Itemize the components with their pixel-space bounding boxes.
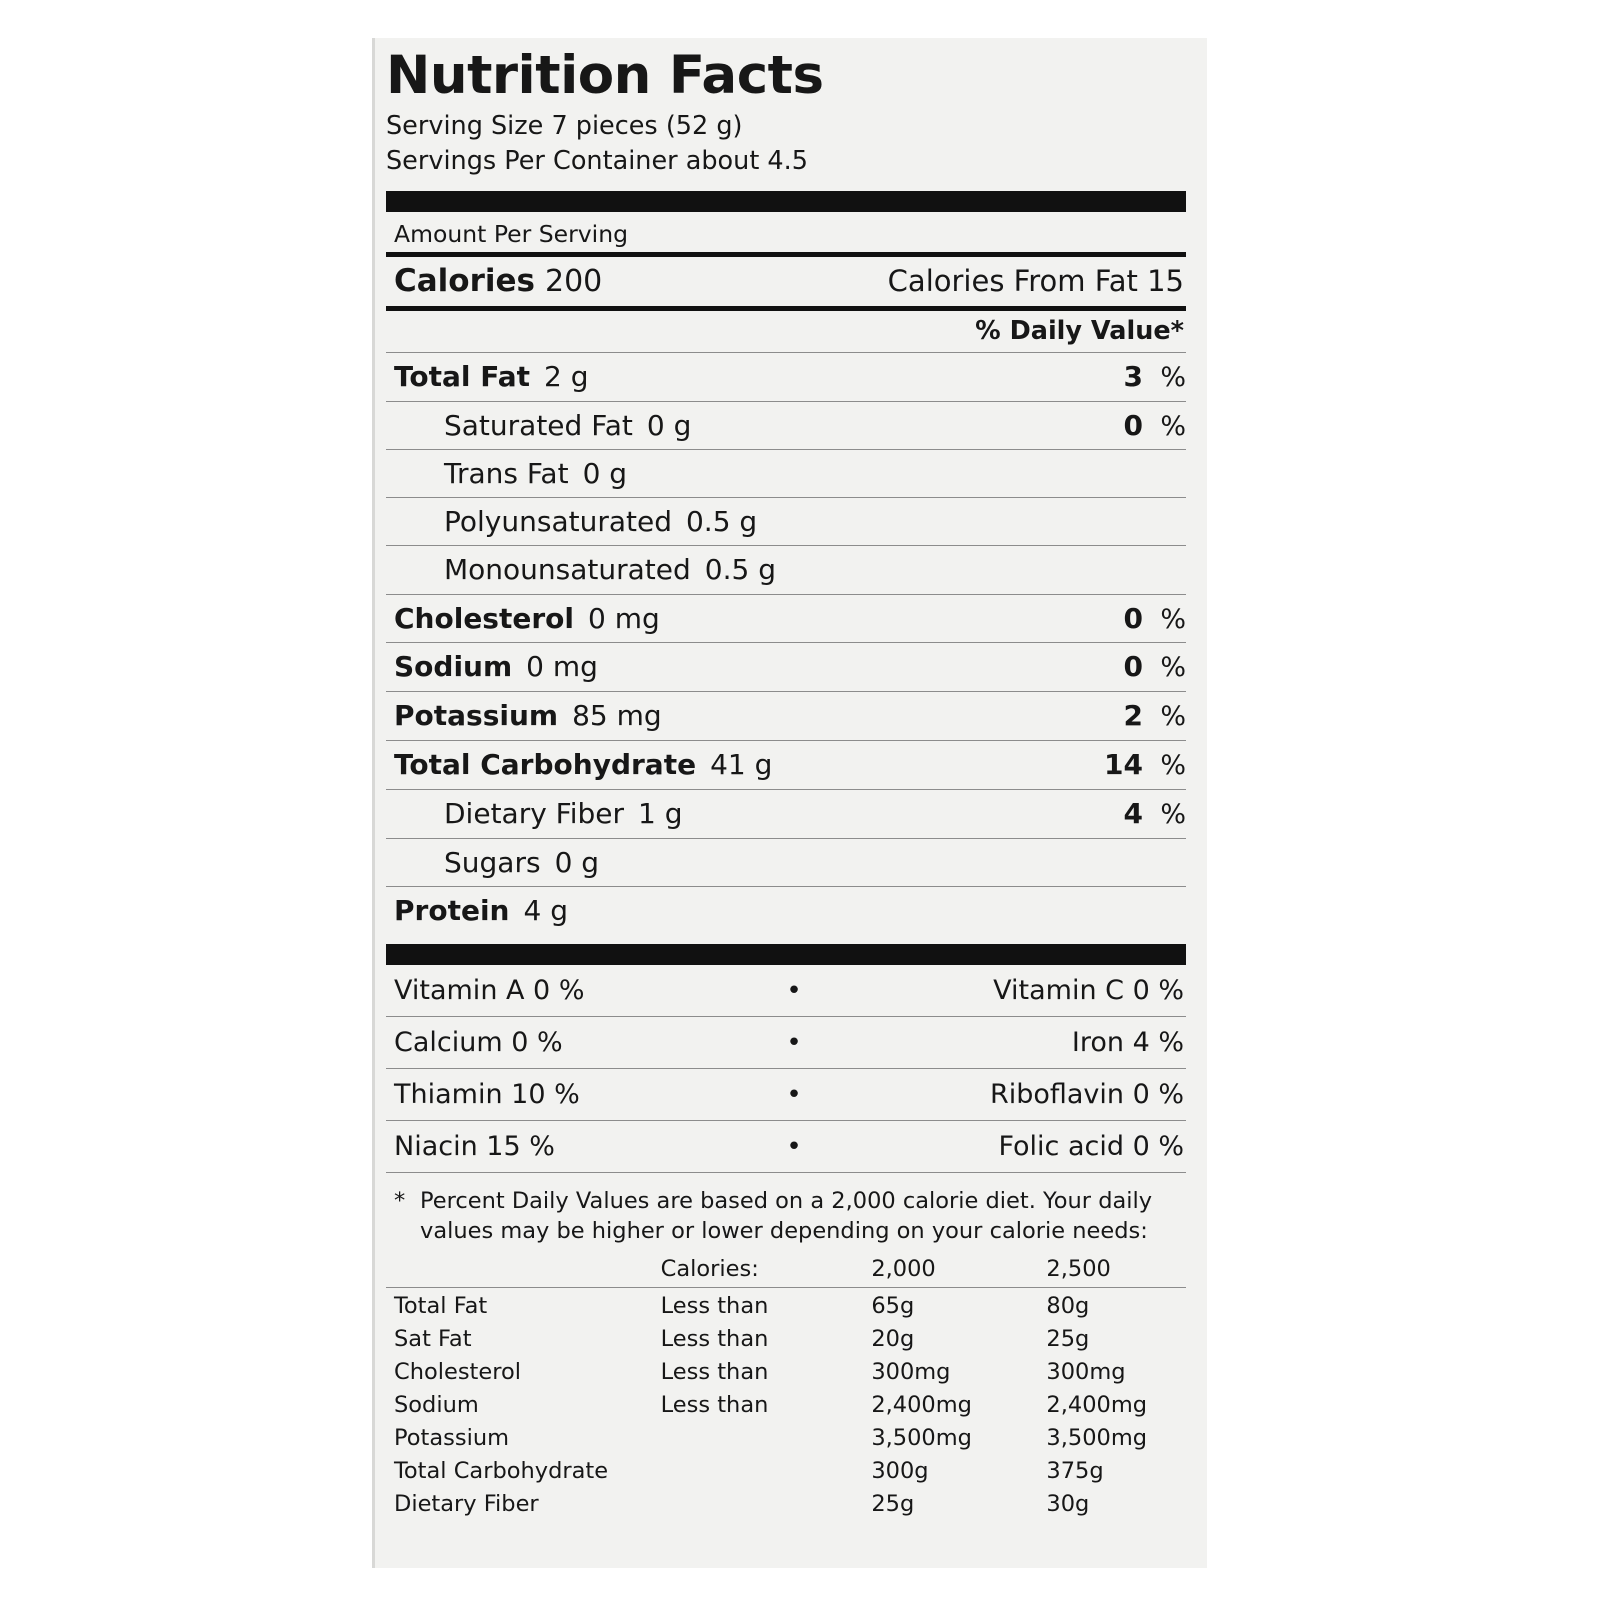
page-title: Nutrition Facts	[386, 45, 824, 106]
nutrient-row-sugars	[386, 839, 1186, 886]
cell-name	[386, 1253, 661, 1288]
cell-2000: 2,400mg	[871, 1392, 972, 1419]
nutrient-row-polyunsaturated	[386, 498, 1186, 545]
cell-less	[661, 1422, 872, 1455]
nutrient-pct: %	[1160, 798, 1186, 830]
cell-less: Less than	[660, 1392, 769, 1419]
cell-name: Potassium	[394, 1425, 510, 1452]
nutrient-pct: %	[1160, 652, 1186, 684]
nutrient-name: Trans Fat	[444, 457, 569, 491]
nutrient-amount: 0 g	[554, 845, 600, 879]
label-content	[386, 46, 1186, 1521]
bullet-icon: •	[786, 1131, 802, 1162]
amount-per-serving: Amount Per Serving	[394, 219, 629, 248]
vitamin-right: Riboflavin 0 %	[989, 1078, 1184, 1110]
cell-2000: 300mg	[871, 1359, 951, 1386]
nutrient-row-sodium	[386, 643, 1186, 691]
nutrient-name: Monounsaturated	[444, 553, 691, 587]
footnote-star: *	[394, 1187, 406, 1214]
bullet-icon: •	[786, 975, 802, 1006]
vitamin-row-calcium-iron	[386, 1017, 1186, 1068]
vitamin-left: Calcium 0 %	[394, 1026, 563, 1058]
nutrient-amount: 4 g	[523, 893, 568, 927]
cell-2000: 65g	[871, 1288, 1046, 1323]
cell-2500: 2,500	[1046, 1256, 1111, 1283]
nutrient-amount: 0.5 g	[685, 505, 758, 539]
cell-calories-label: Calories:	[660, 1256, 759, 1283]
table-row	[386, 1389, 1186, 1422]
vitamin-right: Vitamin C 0 %	[993, 974, 1184, 1006]
nutrient-name: Polyunsaturated	[444, 505, 672, 539]
vitamin-left: Vitamin A 0 %	[394, 974, 585, 1006]
table-row	[386, 1288, 1186, 1323]
divider-thick-top	[386, 191, 1186, 212]
cell-name: Sodium	[394, 1392, 479, 1419]
nutrient-dv: 0	[1123, 408, 1143, 442]
nutrient-dv: 0	[1123, 650, 1143, 684]
nutrient-dv: 4	[1123, 796, 1143, 830]
footnote	[386, 1173, 1186, 1249]
nutrient-pct: %	[1160, 750, 1186, 782]
bullet-icon: •	[786, 1079, 802, 1110]
table-row	[386, 1323, 1186, 1356]
nutrient-dv: 14	[1104, 748, 1143, 782]
daily-value-header: % Daily Value*	[975, 315, 1184, 346]
nutrient-amount: 0 mg	[588, 601, 660, 635]
vitamin-row-niacin-folic-acid	[386, 1121, 1186, 1172]
vitamin-row-a-c	[386, 965, 1186, 1016]
nutrient-name: Total Fat	[394, 359, 531, 393]
nutrient-row-total-carbohydrate	[386, 741, 1186, 789]
cell-2500: 80g	[1046, 1288, 1186, 1323]
nutrient-name: Sodium	[394, 650, 513, 684]
cell-2000: 300g	[871, 1458, 929, 1485]
cell-name: Total Carbohydrate	[394, 1458, 609, 1485]
cell-2500: 375g	[1046, 1458, 1104, 1485]
cell-less	[661, 1455, 872, 1488]
vitamin-right: Iron 4 %	[1071, 1026, 1184, 1058]
nutrient-row-monounsaturated	[386, 546, 1186, 593]
serving-size: Serving Size 7 pieces (52 g)	[386, 111, 743, 142]
nutrient-name: Dietary Fiber	[444, 796, 625, 830]
nutrient-pct: %	[1160, 361, 1186, 393]
cell-name: Sat Fat	[394, 1326, 472, 1353]
nutrient-row-saturated-fat	[386, 402, 1186, 450]
cell-less: Less than	[660, 1326, 769, 1353]
nutrient-pct: %	[1160, 410, 1186, 442]
calories-row	[386, 257, 1186, 306]
nutrient-dv: 2	[1123, 699, 1143, 733]
cell-name: Total Fat	[386, 1288, 661, 1323]
servings-per-container: Servings Per Container about 4.5	[386, 146, 808, 177]
cell-less: Less than	[661, 1288, 872, 1323]
cell-2500: 2,400mg	[1046, 1392, 1148, 1419]
nutrient-row-dietary-fiber	[386, 790, 1186, 838]
nutrient-name: Protein	[394, 893, 510, 927]
nutrient-amount: 2 g	[544, 359, 589, 393]
cell-2500: 25g	[1046, 1326, 1090, 1353]
cell-less	[661, 1488, 872, 1521]
nutrient-amount: 1 g	[638, 796, 683, 830]
divider-thick-vitamins	[386, 944, 1186, 965]
nutrient-amount: 85 mg	[572, 699, 662, 733]
cell-2000: 3,500mg	[871, 1425, 972, 1452]
calories-from-fat: Calories From Fat 15	[887, 263, 1184, 298]
cell-2000: 20g	[871, 1326, 915, 1353]
bullet-icon: •	[786, 1027, 802, 1058]
nutrient-pct: %	[1160, 603, 1186, 635]
nutrient-name: Sugars	[444, 845, 541, 879]
footnote-text: Percent Daily Values are based on a 2,000 calorie diet. Your daily values may be higher or lower depending on your calorie needs:	[420, 1187, 1153, 1244]
cell-2500: 3,500mg	[1046, 1425, 1148, 1452]
cell-name: Cholesterol	[394, 1359, 521, 1386]
nutrient-row-protein	[386, 887, 1186, 934]
vitamin-right: Folic acid 0 %	[998, 1130, 1184, 1162]
cell-name: Dietary Fiber	[394, 1491, 539, 1518]
nutrient-amount: 0 g	[646, 408, 692, 442]
nutrient-name: Potassium	[394, 699, 559, 733]
table-row	[386, 1356, 1186, 1389]
nutrient-dv: 3	[1123, 359, 1143, 393]
cell-2000: 2,000	[871, 1256, 936, 1283]
daily-value-table	[386, 1253, 1186, 1521]
cell-2000: 25g	[871, 1491, 915, 1518]
cell-2500: 30g	[1046, 1491, 1090, 1518]
calories-value: 200	[544, 263, 603, 299]
nutrient-name: Total Carbohydrate	[394, 748, 697, 782]
table-row	[386, 1422, 1186, 1455]
nutrient-row-trans-fat	[386, 450, 1186, 497]
nutrient-amount: 0 g	[582, 457, 628, 491]
vitamin-row-thiamin-riboflavin	[386, 1069, 1186, 1120]
nutrient-dv: 0	[1123, 601, 1143, 635]
nutrient-row-total-fat	[386, 353, 1186, 401]
nutrient-amount: 0.5 g	[704, 553, 776, 587]
cell-2500: 300mg	[1046, 1359, 1126, 1386]
table-row	[386, 1455, 1186, 1488]
vitamin-left: Thiamin 10 %	[394, 1078, 580, 1110]
cell-less: Less than	[660, 1359, 769, 1386]
table-row	[386, 1488, 1186, 1521]
nutrient-amount: 0 mg	[526, 650, 598, 684]
nutrient-name: Cholesterol	[394, 601, 574, 635]
calories-label: Calories	[394, 262, 535, 299]
table-row-head	[386, 1253, 1186, 1288]
nutrient-name: Saturated Fat	[444, 408, 633, 442]
nutrient-amount: 41 g	[710, 748, 773, 782]
nutrient-row-potassium	[386, 692, 1186, 740]
vitamin-left: Niacin 15 %	[394, 1130, 555, 1162]
nutrient-pct: %	[1160, 701, 1186, 733]
nutrient-row-cholesterol	[386, 595, 1186, 643]
